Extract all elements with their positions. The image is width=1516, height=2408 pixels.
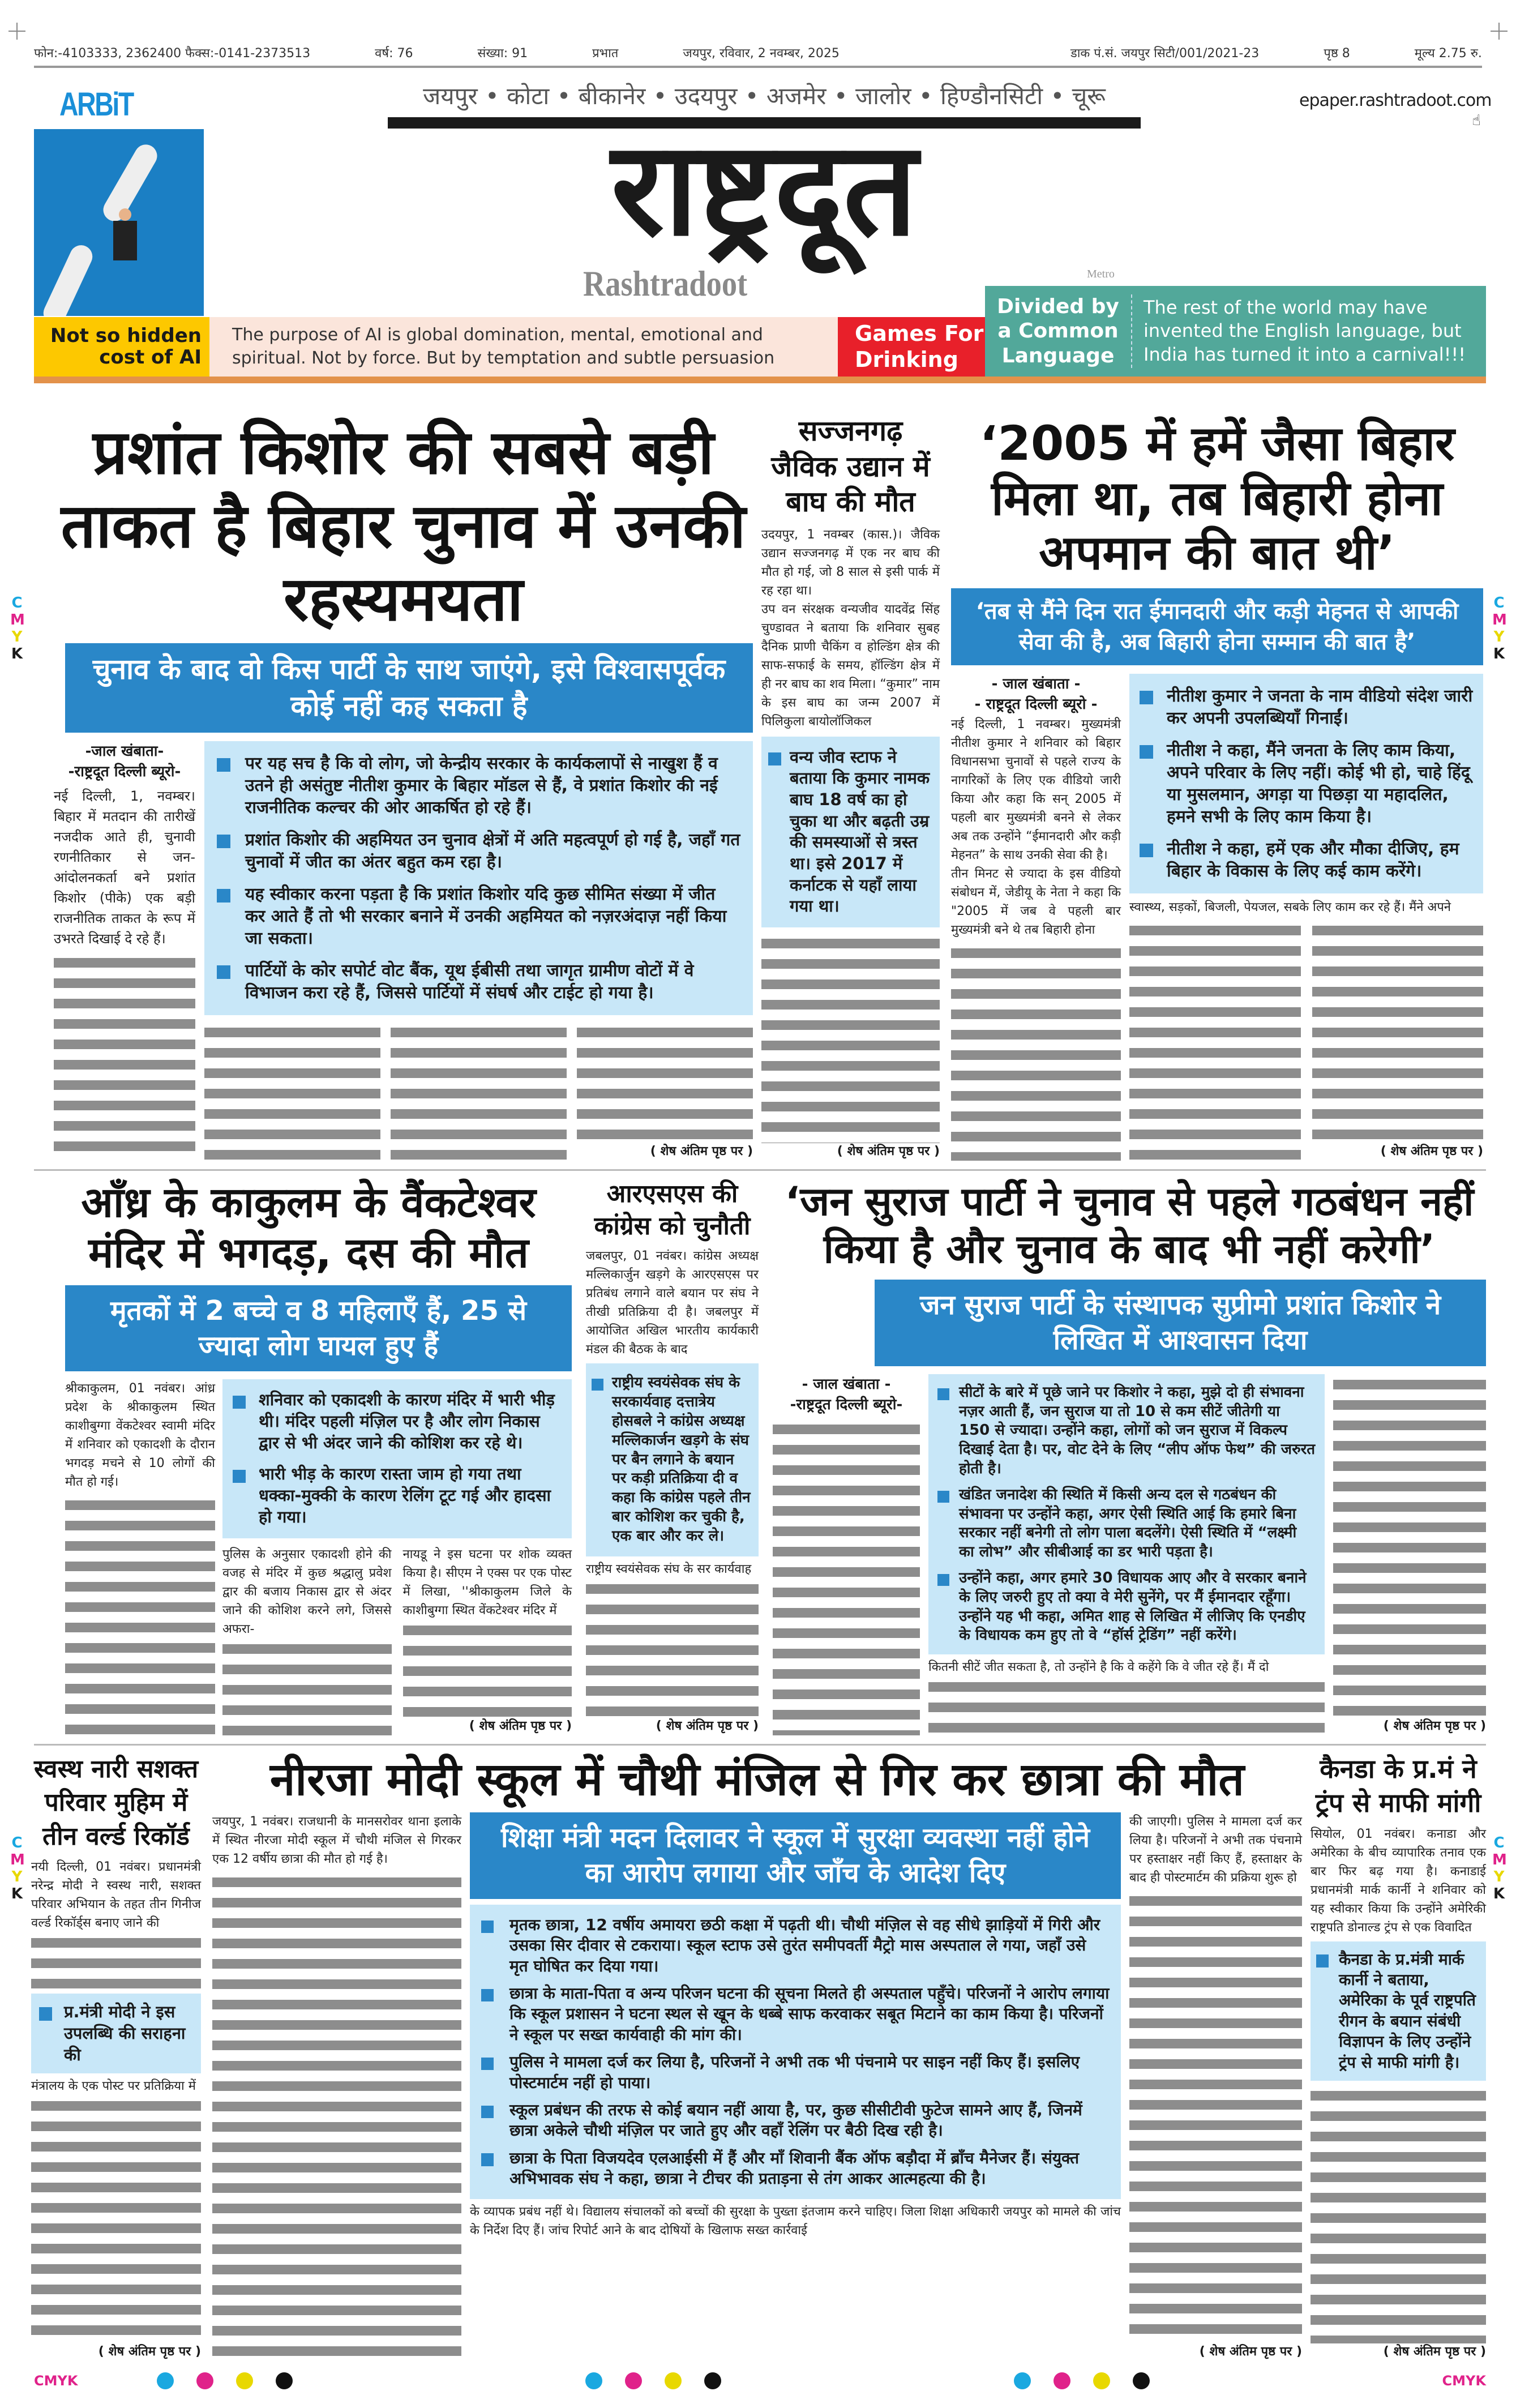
body-text [761, 933, 940, 1143]
bureau: -राष्ट्रदूत दिल्ली ब्यूरो- [68, 763, 181, 781]
highlight-item: नीतीश कुमार ने जनता के नाम वीडियो संदेश जारी कर अपनी उपलब्धियाँ गिनाईं। [1140, 685, 1473, 729]
highlight-item: राष्ट्रीय स्वयंसेवक संघ के सरकार्यवाह दत्तात्रेय होसबले ने कांग्रेस अध्यक्ष मल्लिकार्जन खड़गे के संघ पर बैन लगाने के बयान पर कड़ी प्रतिक्रिया दी व कहा कि कांग्रेस पहले तीन बार कोशिश कर चुकी है, एक बार और कर ले। [592, 1374, 753, 1546]
cmyk-mark: C M Y K [10, 594, 25, 662]
story-body: पुलिस के अनुसार एकादशी होने की वजह से मंदिर में कुछ श्रद्धालु प्रवेश द्वार की बजाय निकास द्वार से अंदर जाने की कोशिश करने लगे, जिससे अफरा- [222, 1547, 392, 1636]
ad-illustration[interactable] [34, 129, 204, 316]
cmyk-mark: C M Y K [10, 1834, 25, 1902]
pointer-hand-icon: ☝ [1472, 112, 1481, 129]
highlights-tiger [761, 737, 940, 928]
bureau: -राष्ट्रदूत दिल्ली ब्यूरो- [790, 1396, 903, 1414]
contact-info: फोन:-4103333, 2362400 फैक्स:-0141-2373513 [34, 46, 311, 61]
story-body: के व्यापक प्रबंध नहीं थे। विद्यालय संचालकों को बच्चों की सुरक्षा के पुख्ता इंतजाम करने चाहिए। जिला शिक्षा अधिकारी जयपुर को मामले की जांच के निर्देश दिए हैं। जांच रिपोर्ट आने के बाद दोषियों के खिलाफ सख्त कार्रवाई [470, 2205, 1121, 2238]
deck-andhra: मृतकों में 2 बच्चे व 8 महिलाएँ हैं, 25 से ज्यादा लोग घायल हुए हैं [65, 1285, 572, 1372]
highlight-item: प्र.मंत्री मोदी ने इस उपलब्धि की सराहना की [39, 2001, 193, 2065]
deck-nitish: ‘तब से मैंने दिन रात ईमानदारी और कड़ी मेहनत से आपकी सेवा की है, अब बिहारी होना सम्मान की बात है’ [951, 588, 1483, 665]
teaser-games[interactable] [838, 317, 985, 377]
teaser-language[interactable] [985, 286, 1486, 377]
teaser-language-text: The rest of the world may have invented the English language, but India has turned it into a carnival!!! [1144, 296, 1466, 365]
highlight-item: उन्होंने कहा, अगर हमारे 30 विधायक आए और वे सरकार बनाने के लिए जरुरी हुए तो क्या वे मेरी सुनेंगे, पर मैं ईमानदार रहूँगा। उन्होंने यह भी कहा, अमित शाह से लिखित में लीजिए कि एनडीए के विधायक कम हुए तो वे “हॉर्स ट्रेडिंग” नहीं करेंगे। [937, 1569, 1316, 1645]
body-text [31, 2095, 201, 2343]
edition-name: प्रभात [592, 46, 619, 61]
body-text [54, 952, 195, 1161]
story-women [31, 1752, 201, 2361]
bureau: - राष्ट्रदूत दिल्ली ब्यूरो - [974, 696, 1098, 713]
headline-andhra[interactable]: आँध्र के काकुलम के वैंकटेश्वर मंदिर में भगदड़, दस की मौत [81, 1178, 536, 1277]
section-divider [34, 1169, 1486, 1171]
continued-note[interactable]: ( शेष अंतिम पृष्ठ पर ) [1380, 1144, 1483, 1159]
highlights-pk [204, 741, 753, 1015]
highlight-item: वन्य जीव स्टाफ ने बताया कि कुमार नामक बाघ 18 वर्ष का हो चुका था और बढ़ती उम्र की समस्याओं से त्रस्त था। इसे 2017 में कर्नाटक से यहाँ लाया गया था। [768, 747, 933, 918]
story-tiger [761, 413, 940, 1161]
highlight-item: छात्रा के माता-पिता व अन्य परिजन घटना की सूचना मिलते ही अस्पताल पहुँचे। परिजनों ने आरोप लगाया कि स्कूल प्रशासन ने घटना स्थल से खून के धब्बे साफ करवाकर सबूत मिटाने का काम किया है। परिजनों ने स्कूल पर सख्त कार्यवाही की मांग की। [481, 1983, 1110, 2045]
headline-canada[interactable]: कैनडा के प्र.मं ने ट्रंप से माफी मांगी [1315, 1753, 1481, 1818]
teaser-language-title: Divided by a Common Language [985, 294, 1132, 368]
headline-women[interactable]: स्वस्थ नारी सशक्त परिवार मुहिम में तीन वर्ल्ड रिकॉर्ड [33, 1755, 199, 1851]
story-lead: सियोल, 01 नवंबर। कनाडा और अमेरिका के बीच व्यापारिक तनाव एक बार फिर बढ़ गया है। कनाडाई प्रधानमंत्री मार्क कार्नी ने शनिवार को यह स्वीकार किया कि उन्होंने अमेरिकी राष्ट्रपति डोनाल्ड ट्रंप से एक विवादित [1311, 1827, 1486, 1935]
body-text [586, 1579, 759, 1718]
story-nitish [951, 416, 1483, 1161]
body-text [577, 1022, 753, 1143]
continued-note[interactable]: ( शेष अंतिम पृष्ठ पर ) [650, 1144, 753, 1159]
masthead-english: Rashtradoot [583, 263, 748, 303]
highlight-item: यह स्वीकार करना पड़ता है कि प्रशांत किशोर यदि कुछ सीमित संख्या में जीत कर आते हैं तो भी सरकार बनाने में उनकी अहमियत को नज़रअंदाज़ नहीं किया जा सकता। [217, 883, 740, 949]
body-text [928, 1676, 1325, 1735]
story-andhra [45, 1178, 572, 1735]
print-color-bar [34, 2372, 1486, 2389]
body-text [1311, 2085, 1486, 2343]
highlight-item: सीटों के बारे में पूछे जाने पर किशोर ने कहा, मुझे दो ही संभावना नज़र आती हैं, जन सुराज या तो 10 से कम सीटें जीतेगी या 150 से ज्यादा। उन्होंने कहा, लोगों को जन सुराज में विकल्प दिखाई देता है। पर, वोट देने के लिए “लीप ऑफ फेथ” की जरुरत होती है। [937, 1383, 1316, 1479]
story-body: कितनी सीटें जीत सकता है, तो उन्होंने है कि वे कहेंगे कि वे जीत रहे हैं। मैं दो [928, 1660, 1269, 1675]
author: - जाल खंबाता - [802, 1375, 891, 1393]
story-body: स्वास्थ्य, सड़कों, बिजली, पेयजल, सबके लिए काम कर रहे हैं। मैंने अपने [1129, 900, 1451, 914]
headline-school[interactable]: नीरजा मोदी स्कूल में चौथी मंजिल से गिर कर छात्रा की मौत [270, 1753, 1244, 1806]
story-lead: नयी दिल्ली, 01 नवंबर। प्रधानमंत्री नरेन्द्र मोदी ने स्वस्थ नारी, सशक्त परिवार अभियान के तहत तीन गिनीज वर्ल्ड रिकॉर्ड्स बनाए जाने की [31, 1860, 201, 1931]
section-divider [34, 1744, 1486, 1746]
continued-note[interactable]: ( शेष अंतिम पृष्ठ पर ) [98, 2345, 201, 2359]
story-jansuraj [773, 1178, 1486, 1735]
teaser-banner [34, 295, 1486, 384]
ad-logo[interactable]: ARBiT [59, 86, 133, 123]
highlights-school [470, 1905, 1121, 2200]
highlight-item: पर यह सच है कि वो लोग, जो केन्द्रीय सरकार के कार्यकलापों से नाखुश हैं व उतने ही असंतुष्ट नीतीश कुमार के बिहार मॉडल से हैं, वे प्रशांत किशोर की नई राजनीतिक कल्चर की ओर आकर्षित हो रहे हैं। [217, 752, 740, 819]
continued-note[interactable]: ( शेष अंतिम पृष्ठ पर ) [1199, 2345, 1302, 2359]
highlight-item: नीतीश ने कहा, मैंने जनता के लिए काम किया, अपने परिवार के लिए नहीं। कोई भी हो, चाहे हिंदू या मुसलमान, अगड़ा या पिछड़ा या महादलित, हमने सभी के लिए काम किया है। [1140, 739, 1473, 828]
story-lead: उदयपुर, 1 नवम्बर (कास.)। जैविक उद्यान सज्जनगढ़ में एक नर बाघ की मौत हो गई, जो 8 साल से इसी पार्क में रह रहा था। [761, 527, 940, 598]
body-text [1312, 920, 1484, 1143]
story-body: तीन मिनट से ज्यादा के इस वीडियो संबोधन में, जेडीयू के नेता ने कहा कि "2005 में जब वे पहली बार मुख्यमंत्री बने थे तब बिहारी होना [951, 866, 1121, 937]
body-text [391, 1022, 567, 1161]
story-body: मंत्रालय के एक पोस्ट पर प्रतिक्रिया में [31, 2079, 196, 2094]
byline-pk [54, 741, 195, 1161]
continued-note[interactable]: ( शेष अंतिम पृष्ठ पर ) [656, 1719, 759, 1734]
cmyk-mark: C M Y K [1492, 1834, 1507, 1902]
highlight-item: भारी भीड़ के कारण रास्ता जाम हो गया तथा धक्का-मुक्की के कारण रेलिंग टूट गई और हादसा हो गया। [233, 1464, 562, 1528]
registration-mark [1491, 23, 1508, 40]
story-school [212, 1752, 1302, 2361]
teaser-ai-text-body: The purpose of AI is global domination, mental, emotional and spiritual. Not by force. But by temptation and subtle persuasion [232, 325, 775, 368]
headline-pk[interactable]: प्रशांत किशोर की सबसे बड़ी ताकत है बिहार चुनाव में उनकी रहस्यमयता [61, 417, 746, 635]
story-lead: नई दिल्ली, 1 नवम्बर। मुख्यमंत्री नीतीश कुमार ने शनिवार को बिहार विधानसभा चुनावों से पहले राज्य के नागरिकों के लिए एक वीडियो जारी किया और कहा कि सन् 2005 में पहली बार मुख्यमंत्री बनने से लेकर अब तक उन्होंने “ईमानदारी और कड़ी मेहनत” के साथ उनकी सेवा की है। [951, 717, 1121, 862]
continued-note[interactable]: ( शेष अंतिम पृष्ठ पर ) [1383, 1719, 1486, 1734]
dateline: जयपुर, रविवार, 2 नवम्बर, 2025 [683, 46, 840, 61]
headline-tiger[interactable]: सज्जनगढ़ जैविक उद्यान में बाघ की मौत [771, 414, 930, 518]
masthead-metro: Metro [1087, 268, 1115, 280]
story-canada [1311, 1752, 1486, 2361]
body-text [204, 1022, 380, 1161]
highlight-item: नीतीश ने कहा, हमें एक और मौका दीजिए, हम बिहार के विकास के लिए कई काम करेंगे। [1140, 838, 1473, 882]
deck-school: शिक्षा मंत्री मदन दिलावर ने स्कूल में सुरक्षा व्यवस्था नहीं होने का आरोप लगाया और जाँच के आदेश दिए [470, 1812, 1121, 1899]
body-text [1129, 1891, 1302, 2343]
highlights-andhra [222, 1379, 572, 1538]
highlight-item: पुलिस ने मामला दर्ज कर लिया है, परिजनों ने अभी तक भी पंचनामे पर साइन नहीं किए हैं। इसलिए पोस्टमार्टम नहीं हो पाया। [481, 2052, 1110, 2093]
highlights-canada [1311, 1941, 1486, 2081]
masthead-title: राष्ट्रदूत [611, 114, 918, 265]
story-pk [54, 416, 753, 1161]
volume-year: वर्ष: 76 [375, 46, 413, 61]
story-body: की जाएगी। पुलिस ने मामला दर्ज कर लिया है। परिजनों ने अभी तक पंचनामे पर हस्ताक्षर नहीं किए हैं, हस्ताक्षर के बाद ही पोस्टमार्टम की प्रक्रिया शुरू हो [1129, 1815, 1302, 1885]
banner-rule [34, 377, 1486, 383]
postal-registration: डाक पं.सं. जयपुर सिटी/001/2021-23 [1070, 46, 1260, 61]
teaser-ai-title[interactable] [34, 317, 209, 377]
byline-jansuraj [773, 1374, 920, 1735]
price: मूल्य 2.75 रु. [1414, 46, 1482, 61]
body-text [773, 1419, 920, 1735]
byline-nitish [951, 674, 1121, 1161]
teaser-games-text: Games For Drinking [855, 320, 984, 372]
story-rss [586, 1178, 759, 1735]
cmyk-label: CMYK [1442, 2373, 1486, 2389]
cmyk-label: CMYK [34, 2373, 78, 2389]
highlight-item: कैनडा के प्र.मंत्री मार्क कार्नी ने बताया, अमेरिका के पूर्व राष्ट्रपति रीगन के बयान संबंधी विज्ञापन के लिए उन्होंने ट्रंप से माफी मांगी है। [1316, 1949, 1480, 2073]
author: -जाल खंबाता- [85, 742, 164, 760]
edition-cities: जयपुर • कोटा • बीकानेर • उदयपुर • अजमेर • जालोर • हिण्डौनसिटी • चूरू [423, 82, 1106, 110]
deck-pk: चुनाव के बाद वो किस पार्टी के साथ जाएंगे, इसे विश्वासपूर्वक कोई नहीं कह सकता है [65, 643, 753, 733]
continued-note[interactable]: ( शेष अंतिम पृष्ठ पर ) [1383, 2345, 1486, 2359]
registration-mark [8, 23, 25, 40]
headline-jansuraj[interactable]: ‘जन सुराज पार्टी ने चुनाव से पहले गठबंधन नहीं किया है और चुनाव के बाद भी नहीं करेगी’ [785, 1178, 1474, 1272]
story-lead: जयपुर, 1 नवंबर। राजधानी के मानसरोवर थाना इलाके में स्थित नीरजा मोदी स्कूल में चौथी मंजिल से गिरकर एक 12 वर्षीय छात्रा की मौत हो गई है। [212, 1815, 461, 1866]
cmyk-mark: C M Y K [1492, 594, 1507, 662]
continued-note[interactable]: ( शेष अंतिम पृष्ठ पर ) [469, 1719, 572, 1734]
body-text [65, 1495, 215, 1735]
author: - जाल खंबाता - [991, 675, 1081, 692]
epaper-link[interactable]: epaper.rashtradoot.com [1299, 91, 1492, 110]
body-text [403, 1620, 572, 1718]
issue-number: संख्या: 91 [477, 46, 528, 61]
highlight-item: प्रशांत किशोर की अहमियत उन चुनाव क्षेत्रों में अति महत्वपूर्ण हो गई है, जहाँ गत चुनावों में जीत का अंतर बहुत कम रहा है। [217, 829, 740, 873]
story-lead: जबलपुर, 01 नवंबर। कांग्रेस अध्यक्ष मल्लिकार्जुन खड़गे के आरएसएस पर प्रतिबंध लगाने वाले बयान पर संघ ने तीखी प्रतिक्रिया दी है। जबलपुर में आयोजित अखिल भारतीय कार्यकारी मंडल की बैठक के बाद [586, 1249, 759, 1357]
highlights-jansuraj [928, 1374, 1325, 1654]
highlight-item: शनिवार को एकादशी के कारण मंदिर में भारी भीड़ थी। मंदिर पहली मंज़िल पर है और लोग निकास द्वार से भी अंदर जाने की कोशिश कर रहे थे। [233, 1389, 562, 1453]
body-text [951, 943, 1121, 1161]
continued-note[interactable]: ( शेष अंतिम पृष्ठ पर ) [837, 1144, 940, 1159]
deck-jansuraj: जन सुराज पार्टी के संस्थापक सुप्रीमो प्रशांत किशोर ने लिखित में आश्वासन दिया [875, 1280, 1486, 1366]
page-number: पृष्ठ 8 [1324, 46, 1350, 61]
story-body: उप वन संरक्षक वन्यजीव यादवेंद्र सिंह चुण्डावत ने बताया कि शनिवार सुबह दैनिक प्राणी चैकिंग व होल्डिंग क्षेत्र की साफ-सफाई के समय, हॉल्डिंग क्षेत्र में ही नर बाघ का शव मिला। “कुमार” नाम के इस बाघ का जन्म 2007 में पिलिकुला बायोलॉजिकल [761, 602, 940, 729]
story-lead: श्रीकाकुलम, 01 नवंबर। आंध्र प्रदेश के श्रीकाकुलम स्थित काशीबुग्गा वेंकटेश्वर स्वामी मंदिर में शनिवार को एकादशी के दौरान भगदड़ मचने से 10 लोगों की मौत हो गई। [65, 1382, 215, 1490]
headline-nitish[interactable]: ‘2005 में हमें जैसा बिहार मिला था, तब बिहारी होना अपमान की बात थी’ [979, 416, 1455, 581]
highlight-item: छात्रा के पिता विजयदेव एलआईसी में हैं और माँ शिवानी बैंक ऑफ बड़ौदा में ब्राँच मैनेजर हैं। संयुक्त अभिभावक संघ ने कहा, छात्रा ने टीचर की प्रताड़ना से तंग आकर आत्महत्या की है। [481, 2148, 1110, 2189]
story-body: राष्ट्रीय स्वयंसेवक संघ के सर कार्यवाह [586, 1562, 752, 1576]
highlights-nitish [1129, 674, 1483, 893]
teaser-ai-text[interactable] [209, 317, 838, 377]
body-text [1129, 920, 1301, 1161]
highlights-rss [586, 1363, 759, 1556]
body-text [222, 1639, 392, 1736]
highlight-item: पार्टियों के कोर सपोर्ट वोट बैंक, यूथ ईबीसी तथा जागृत ग्रामीण वोटों में वे विभाजन करा रहे हैं, जिससे पार्टियों में संघर्ष और टाईट हो गया है। [217, 960, 740, 1004]
body-text [212, 1872, 461, 2361]
story-lead: नई दिल्ली, 1, नवम्बर। बिहार में मतदान की तारीखें नजदीक आते ही, चुनावी रणनीतिकार से जन-आंदोलनकर्ता बने प्रशांत किशोर (पीके) एक बड़ी राजनीतिक ताकत के रूप में उभरते दिखाई दे रहे हैं। [54, 788, 195, 947]
body-text [1333, 1374, 1486, 1718]
teaser-ai-title-text: Not so hidden cost of AI [50, 324, 202, 369]
headline-rss[interactable]: आरएसएस की कांग्रेस को चुनौती [594, 1179, 751, 1241]
body-text [31, 1932, 201, 1989]
highlight-item: मृतक छात्रा, 12 वर्षीय अमायरा छठी कक्षा में पढ़ती थी। चौथी मंज़िल से वह सीधे झाड़ियों में गिरी और उसका सिर दीवार से टकराया। स्कूल स्टाफ उसे तुरंत समीपवर्ती मैट्रो मास अस्पताल ले गया, जहाँ उसे मृत घोषित कर दिया गया। [481, 1915, 1110, 1977]
highlight-item: स्कूल प्रबंधन की तरफ से कोई बयान नहीं आया है, पर, कुछ सीसीटीवी फुटेज सामने आए हैं, जिनमें छात्रा अकेले चौथी मंज़िल पर जाते हुए और वहाँ रेलिंग पर बैठी दिख रही है। [481, 2100, 1110, 2141]
story-body: नायडू ने इस घटना पर शोक व्यक्त किया है। सीएम ने एक्स पर एक पोस्ट में लिखा, ''श्रीकाकुलम जिले के काशीबुग्गा स्थित वेंकटेश्वर मंदिर में [402, 1547, 572, 1618]
header-info-bar [34, 40, 1482, 68]
highlight-item: खंडित जनादेश की स्थिति में किसी अन्य दल से गठबंधन की संभावना पर उन्होंने कहा, अगर ऐसी स्थिति आई कि हमारे बिना सरकार नहीं बनेगी तो लोग पाला बदलेंगे। ऐसी स्थिति में “लक्ष्मी का लोभ” और सीबीआई का डर भारी पड़ता है। [937, 1486, 1316, 1562]
highlights-women [31, 1994, 201, 2073]
